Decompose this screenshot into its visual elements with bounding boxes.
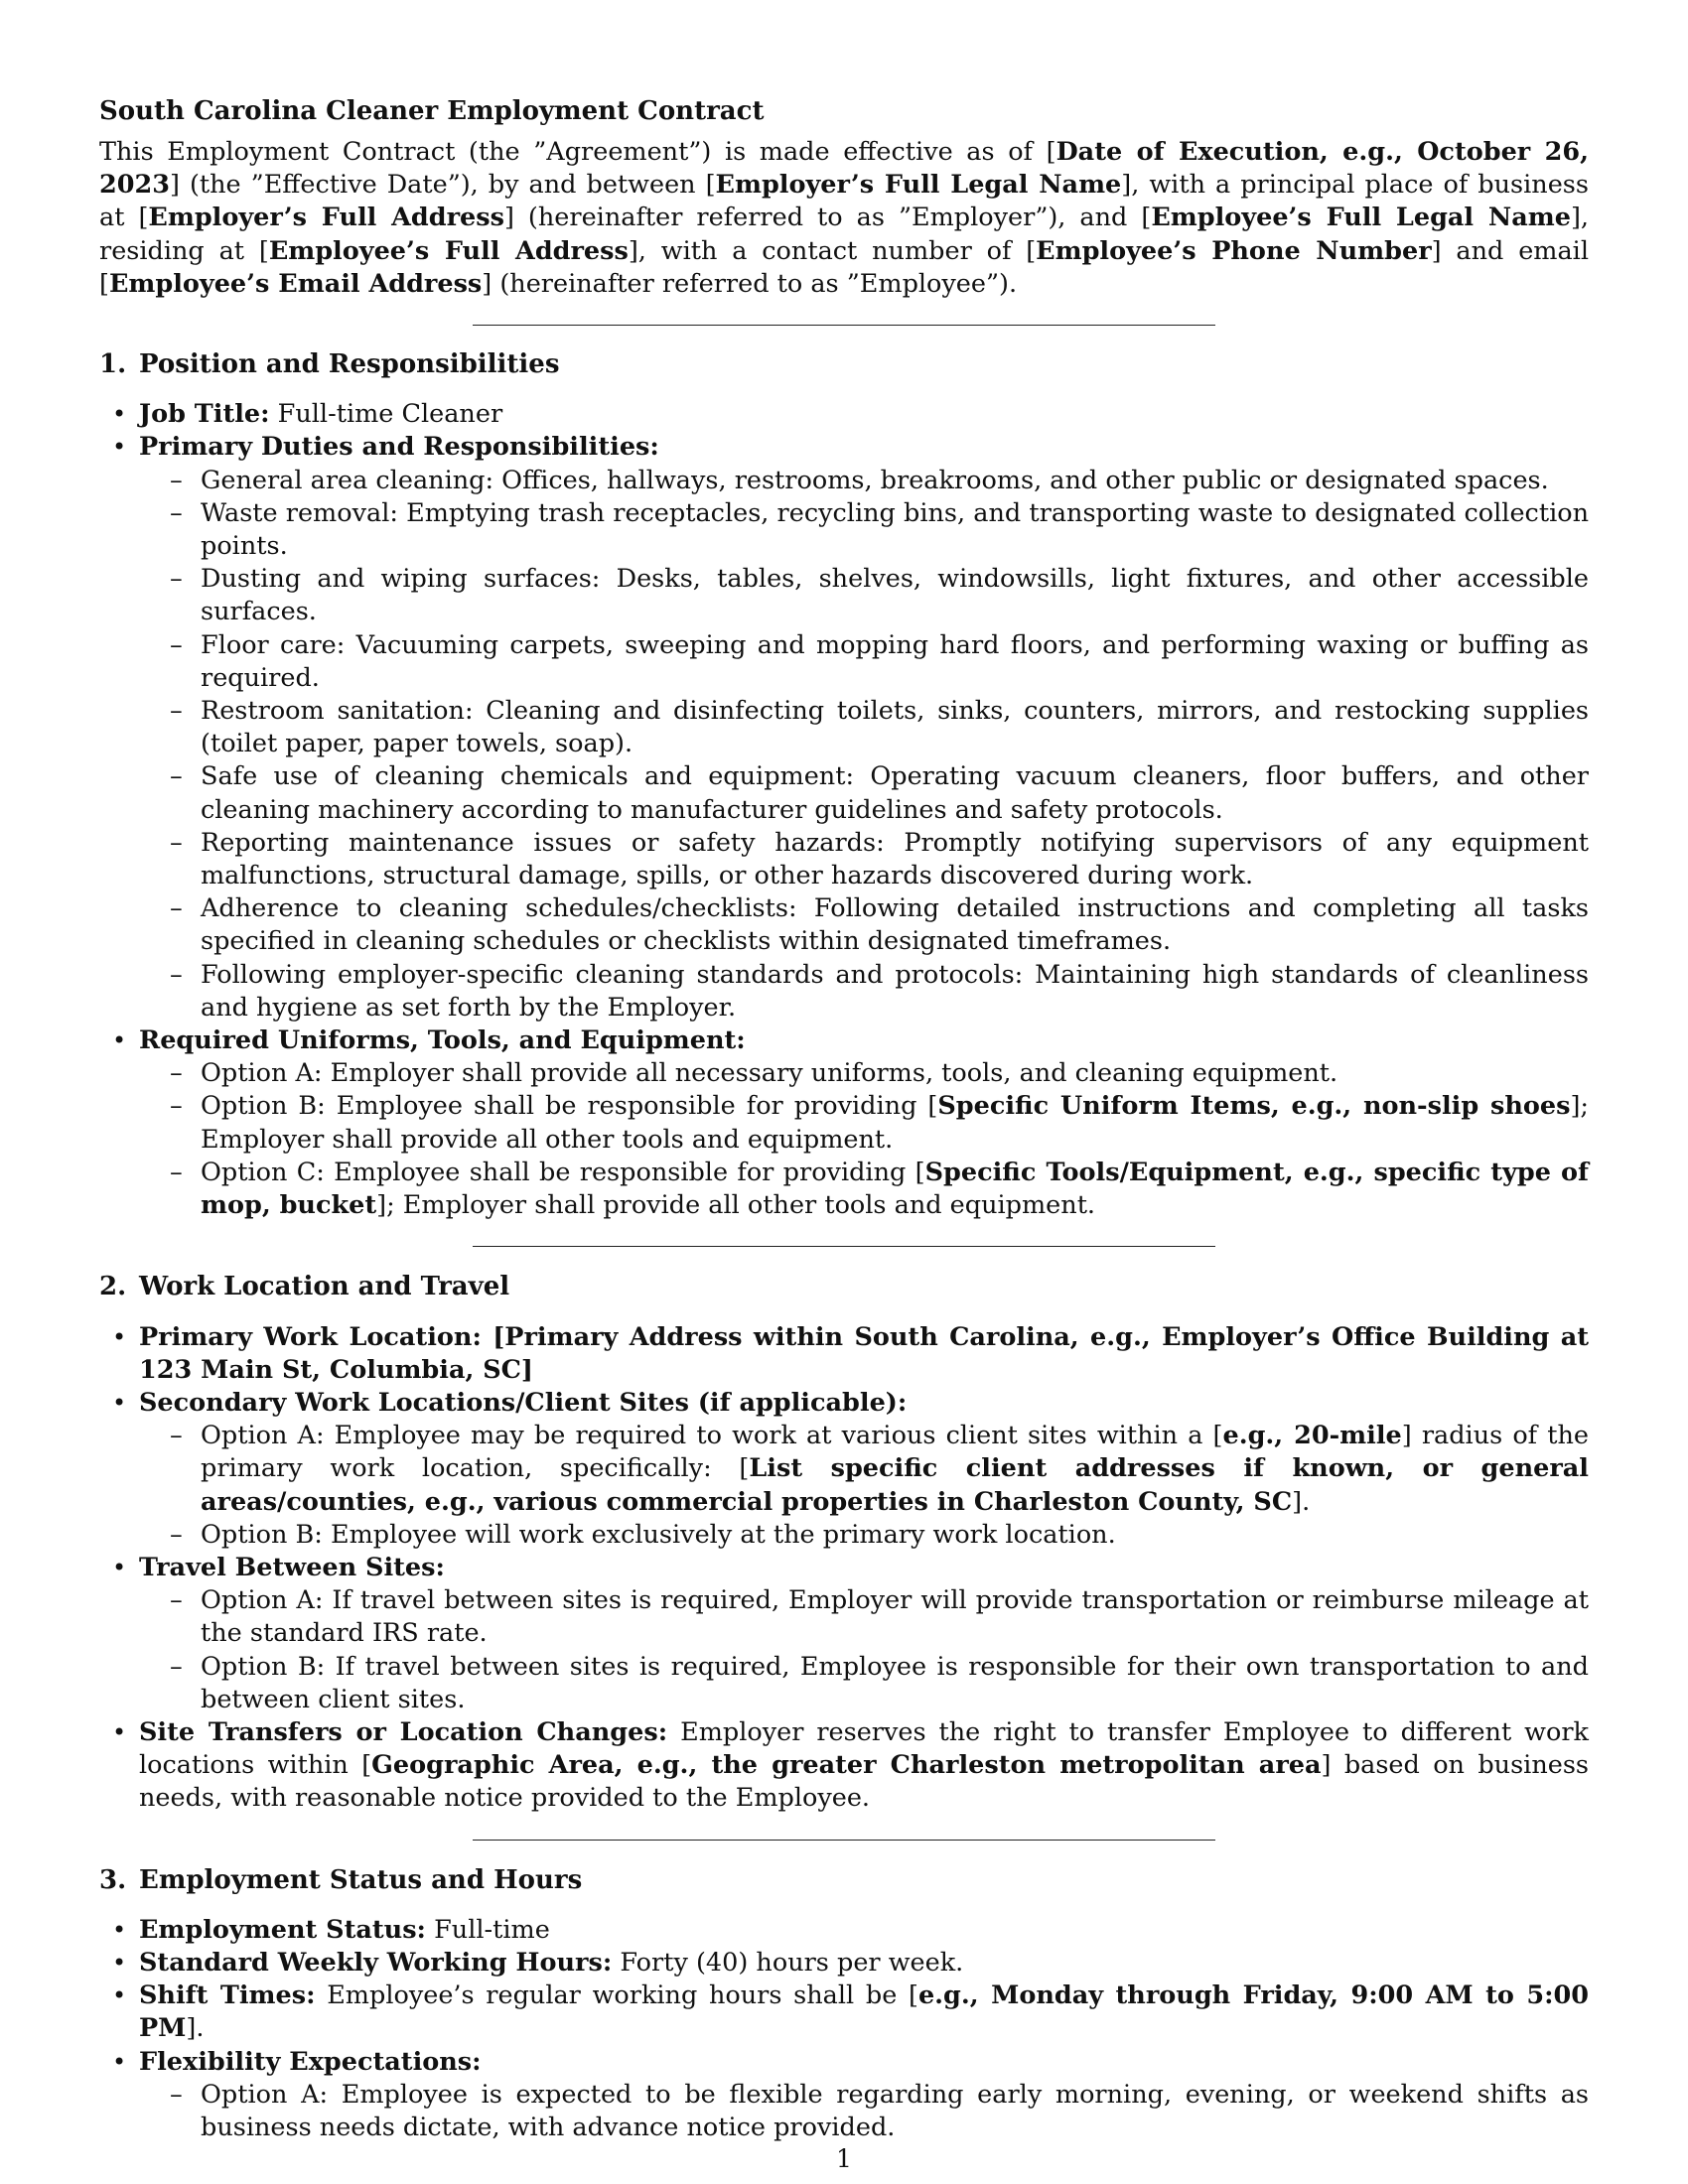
geographic-area-placeholder: Geographic Area, e.g., the greater Charleston metropolitan area: [371, 1750, 1322, 1781]
list-item: [112, 1979, 1590, 2045]
sub-list-item: [170, 1519, 1589, 1552]
list-item: [112, 1024, 1590, 1222]
intro-text: ] and email [: [99, 235, 1589, 299]
bullet-icon: •: [112, 1388, 127, 1417]
document-title: South Carolina Cleaner Employment Contract: [99, 96, 765, 126]
dash-icon: –: [170, 1519, 183, 1550]
dash-icon: –: [170, 1058, 183, 1089]
section-1-heading: [99, 348, 1589, 381]
intro-text: ], with a contact number of [: [628, 235, 1037, 266]
uniform-options-list: [170, 1057, 1590, 1222]
client-addresses-placeholder: List specific client addresses if known, or general areas/counties, e.g., various commercial properties in Charleston County, SC: [201, 1453, 1589, 1517]
item-value: Full-time Cleaner: [269, 399, 503, 430]
sub-list-item: [170, 1057, 1589, 1090]
sub-list-item: [170, 2079, 1589, 2144]
dash-icon: –: [170, 1651, 183, 1682]
uniform-items-placeholder: Specific Uniform Items, e.g., non-slip shoes: [937, 1091, 1571, 1122]
sub-list-item: [170, 629, 1589, 695]
bullet-icon: •: [112, 400, 127, 429]
item-label: Employment Status:: [139, 1914, 426, 1945]
bullet-icon: •: [112, 1553, 127, 1581]
primary-location-placeholder: [Primary Address within South Carolina, e.g., Employer’s Office Building at 123 Main St, Columbia, SC]: [139, 1321, 1589, 1385]
item-label: Travel Between Sites:: [139, 1552, 445, 1582]
duty-text: Restroom sanitation: Cleaning and disinfecting toilets, sinks, counters, mirrors, and restocking supplies (toilet paper, paper towels, soap).: [201, 696, 1589, 759]
option-text: Option B: If travel between sites is required, Employee is responsible for their own transportation to and between client sites.: [201, 1651, 1589, 1714]
duty-text: Waste removal: Emptying trash receptacles, recycling bins, and transporting waste to designated collection points.: [201, 497, 1589, 562]
dash-icon: –: [170, 893, 183, 924]
item-value: ].: [186, 2013, 205, 2044]
sub-list-item: [170, 827, 1589, 892]
secondary-options-list: [170, 1420, 1590, 1552]
option-text: ]; Employer shall provide all other tools and equipment.: [201, 1091, 1590, 1155]
intro-text: ] (hereinafter referred to as ”Employer”), and [: [503, 203, 1152, 233]
item-label: Required Uniforms, Tools, and Equipment:: [139, 1025, 746, 1056]
dash-icon: –: [170, 2079, 183, 2110]
bullet-icon: •: [112, 1948, 127, 1977]
travel-options-list: [170, 1584, 1589, 1716]
item-value: Forty (40) hours per week.: [612, 1947, 964, 1978]
sub-list-item: [170, 563, 1589, 628]
option-text: Option C: Employee shall be responsible for providing [: [201, 1157, 925, 1187]
bullet-icon: •: [112, 1717, 127, 1746]
duty-text: Reporting maintenance issues or safety hazards: Promptly notifying supervisors of any equipment malfunctions, structural damage, spills, or other hazards discovered during work.: [201, 827, 1589, 891]
intro-text: ] (hereinafter referred to as ”Employee”).: [482, 268, 1018, 299]
duty-text: Following employer-specific cleaning standards and protocols: Maintaining high standards of cleanliness and hygiene as set forth by the Employer.: [201, 959, 1589, 1023]
bullet-icon: •: [112, 1915, 127, 1944]
dash-icon: –: [170, 827, 183, 858]
flex-options-list: [170, 2079, 1589, 2144]
sub-list-item: [170, 1157, 1589, 1222]
dash-icon: –: [170, 497, 183, 528]
page-number: 1: [836, 2144, 852, 2173]
dash-icon: –: [170, 696, 183, 727]
duties-list: [170, 465, 1589, 1024]
item-value: Full-time: [425, 1914, 550, 1945]
list-item: [112, 1914, 1589, 1947]
section-title: Employment Status and Hours: [139, 1864, 583, 1895]
horizontal-rule: [473, 325, 1215, 326]
list-item: [112, 431, 1589, 1024]
item-label: Flexibility Expectations:: [139, 2046, 482, 2077]
bullet-icon: •: [112, 1322, 127, 1351]
bullet-icon: •: [112, 1981, 127, 2010]
dash-icon: –: [170, 1157, 183, 1187]
item-label: Site Transfers or Location Changes:: [139, 1716, 668, 1747]
option-text: Option A: Employee may be required to work at various client sites within a [: [201, 1421, 1223, 1451]
section-title: Work Location and Travel: [139, 1272, 510, 1302]
section-number: 2.: [99, 1272, 127, 1302]
horizontal-rule: [473, 1840, 1215, 1841]
item-label: Job Title:: [139, 399, 270, 430]
item-value: Employee’s regular working hours shall be [: [315, 1980, 918, 2011]
radius-placeholder: e.g., 20-mile: [1222, 1421, 1402, 1451]
option-text: Option B: Employee will work exclusively at the primary work location.: [201, 1519, 1116, 1550]
duty-text: Floor care: Vacuuming carpets, sweeping and mopping hard floors, and performing waxing or buffing as required.: [201, 629, 1589, 693]
sub-list-item: [170, 1651, 1589, 1716]
option-text: Option A: Employee is expected to be flexible regarding early morning, evening, or weekend shifts as business needs dictate, with advance notice provided.: [201, 2079, 1589, 2142]
employee-address-placeholder: Employee’s Full Address: [268, 235, 629, 266]
section-number: 1.: [99, 349, 127, 380]
intro-paragraph: [99, 136, 1589, 301]
section-2-list: [112, 1321, 1590, 1816]
employee-name-placeholder: Employee’s Full Legal Name: [1151, 203, 1571, 233]
item-label: Shift Times:: [139, 1980, 316, 2011]
intro-text: This Employment Contract (the ”Agreement”) is made effective as of [: [99, 137, 1056, 167]
dash-icon: –: [170, 629, 183, 660]
dash-icon: –: [170, 1421, 183, 1451]
duty-text: Dusting and wiping surfaces: Desks, tables, shelves, windowsills, light fixtures, and other accessible surfaces.: [201, 564, 1589, 627]
sub-list-item: [170, 892, 1589, 958]
duty-text: Adherence to cleaning schedules/checklists: Following detailed instructions and completing all tasks specified in cleaning schedules or checklists within designated timeframes.: [201, 893, 1589, 957]
bullet-icon: •: [112, 1026, 127, 1055]
dash-icon: –: [170, 564, 183, 595]
option-text: ].: [1292, 1486, 1311, 1517]
sub-list-item: [170, 760, 1589, 826]
item-label: Standard Weekly Working Hours:: [139, 1947, 613, 1978]
section-2-heading: [99, 1271, 1589, 1303]
option-text: ]; Employer shall provide all other tools and equipment.: [376, 1190, 1096, 1221]
sub-list-item: [170, 959, 1589, 1024]
section-3-list: [112, 1914, 1590, 2144]
option-text: Option A: If travel between sites is required, Employer will provide transportation or reimburse mileage at the standard IRS rate.: [201, 1585, 1589, 1649]
sub-list-item: [170, 695, 1589, 760]
duty-text: Safe use of cleaning chemicals and equipment: Operating vacuum cleaners, floor buffers, and other cleaning machinery according to manufacturer guidelines and safety protocols.: [201, 761, 1589, 825]
dash-icon: –: [170, 959, 183, 990]
option-text: ] radius of the primary work location, specifically: [: [201, 1421, 1590, 1484]
section-3-heading: [99, 1864, 1589, 1897]
list-item: [112, 1716, 1590, 1816]
list-item: [112, 1552, 1589, 1716]
section-1-list: [112, 398, 1590, 1222]
list-item: [112, 1321, 1589, 1387]
section-title: Position and Responsibilities: [139, 349, 560, 380]
employee-email-placeholder: Employee’s Email Address: [108, 268, 483, 299]
dash-icon: –: [170, 1585, 183, 1616]
tools-placeholder: Specific Tools/Equipment, e.g., specific type of mop, bucket: [201, 1157, 1589, 1221]
sub-list-item: [170, 465, 1589, 497]
sub-list-item: [170, 497, 1589, 563]
list-item: [112, 1947, 1589, 1979]
sub-list-item: [170, 1584, 1589, 1650]
date-of-execution-placeholder: Date of Execution, e.g., October 26, 2023: [99, 137, 1589, 201]
bullet-icon: •: [112, 2047, 127, 2076]
dash-icon: –: [170, 761, 183, 792]
list-item: [112, 1387, 1590, 1552]
list-item: [112, 398, 1589, 431]
item-value: Employer reserves the right to transfer Employee to different work locations within [: [139, 1716, 1589, 1781]
intro-text: ], residing at [: [99, 203, 1590, 266]
document-page: [99, 95, 1589, 2144]
employer-address-placeholder: Employer’s Full Address: [148, 203, 504, 233]
sub-list-item: [170, 1090, 1590, 1156]
duty-text: General area cleaning: Offices, hallways, restrooms, breakrooms, and other public or designated spaces.: [201, 465, 1549, 495]
shift-times-placeholder: e.g., Monday through Friday, 9:00 AM to 5:00 PM: [139, 1980, 1590, 2044]
item-label: Primary Work Location:: [139, 1321, 482, 1352]
dash-icon: –: [170, 465, 183, 495]
section-number: 3.: [99, 1864, 127, 1895]
sub-list-item: [170, 1420, 1590, 1519]
item-label: Secondary Work Locations/Client Sites (if applicable):: [139, 1387, 908, 1418]
horizontal-rule: [473, 1246, 1215, 1247]
option-text: Option A: Employer shall provide all necessary uniforms, tools, and cleaning equipment.: [201, 1058, 1338, 1089]
bullet-icon: •: [112, 433, 127, 462]
intro-text: ] (the ”Effective Date”), by and between [: [169, 170, 716, 201]
employer-name-placeholder: Employer’s Full Legal Name: [715, 170, 1122, 201]
option-text: Option B: Employee shall be responsible for providing [: [201, 1091, 938, 1122]
item-value: ] based on business needs, with reasonable notice provided to the Employee.: [139, 1750, 1590, 1814]
list-item: [112, 2046, 1589, 2145]
item-label: Primary Duties and Responsibilities:: [139, 432, 659, 463]
employee-phone-placeholder: Employee’s Phone Number: [1036, 235, 1432, 266]
dash-icon: –: [170, 1091, 183, 1122]
intro-text: ], with a principal place of business at [: [99, 170, 1589, 233]
